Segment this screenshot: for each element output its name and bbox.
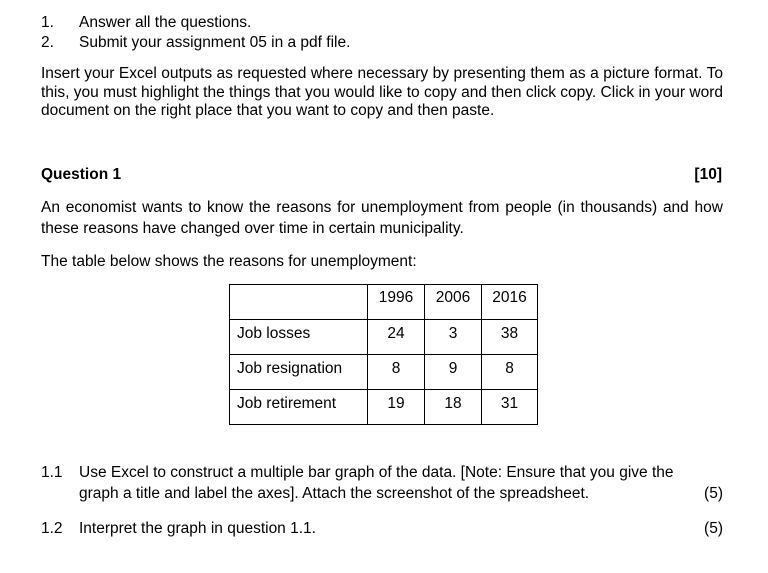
- sub-question-line-2: graph a title and label the axes]. Attach the screenshot of the spreadsheet.: [79, 485, 590, 502]
- instruction-number-2: 2.: [41, 34, 54, 51]
- sub-question-text: [79, 462, 723, 504]
- table-cell: 24: [368, 320, 425, 355]
- unemployment-table: [229, 284, 538, 425]
- table-cell: 8: [482, 355, 538, 390]
- row-label: Job losses: [230, 320, 368, 355]
- table-row: [230, 390, 538, 425]
- table-header-1996: 1996: [368, 285, 425, 320]
- instruction-text-2: Submit your assignment 05 in a pdf file.: [79, 34, 351, 51]
- question-description: An economist wants to know the reasons for unemployment from people (in thousands) and how these reasons have changed over time in certain municipality.: [41, 199, 723, 237]
- sub-question-number: 1.2: [41, 520, 63, 537]
- intro-paragraph: Insert your Excel outputs as requested where necessary by presenting them as a picture format. To this, you must highlight the things that you would like to copy and then click copy. Click in your word document on the right place that you want to copy and then paste.: [41, 65, 723, 119]
- question-marks: [10]: [694, 166, 722, 183]
- table-header-blank: [230, 285, 368, 320]
- instruction-text-1: Answer all the questions.: [79, 14, 252, 31]
- sub-question-line-1: Interpret the graph in question 1.1.: [79, 520, 316, 537]
- table-cell: 9: [425, 355, 482, 390]
- table-cell: 18: [425, 390, 482, 425]
- table-header-row: [230, 285, 538, 320]
- sub-question-marks: (5): [704, 485, 723, 502]
- question-title: Question 1: [41, 166, 122, 183]
- row-label: Job retirement: [230, 390, 368, 425]
- table-cell: 38: [482, 320, 538, 355]
- row-label: Job resignation: [230, 355, 368, 390]
- sub-question-text: [79, 518, 723, 539]
- table-header-2006: 2006: [425, 285, 482, 320]
- table-intro: The table below shows the reasons for unemployment:: [41, 253, 417, 270]
- sub-question-1-2: [41, 518, 723, 540]
- sub-question-1-1: [41, 462, 723, 506]
- table-cell: 19: [368, 390, 425, 425]
- sub-question-marks: (5): [704, 520, 723, 537]
- sub-question-line-1: Use Excel to construct a multiple bar graph of the data. [Note: Ensure that you give the: [79, 464, 674, 481]
- table-cell: 3: [425, 320, 482, 355]
- table-header-2016: 2016: [482, 285, 538, 320]
- table-row: [230, 355, 538, 390]
- table-row: [230, 320, 538, 355]
- sub-question-number: 1.1: [41, 464, 63, 481]
- instruction-number-1: 1.: [41, 14, 54, 31]
- table-cell: 8: [368, 355, 425, 390]
- sub-question-line-2-wrap: [79, 483, 723, 504]
- table-cell: 31: [482, 390, 538, 425]
